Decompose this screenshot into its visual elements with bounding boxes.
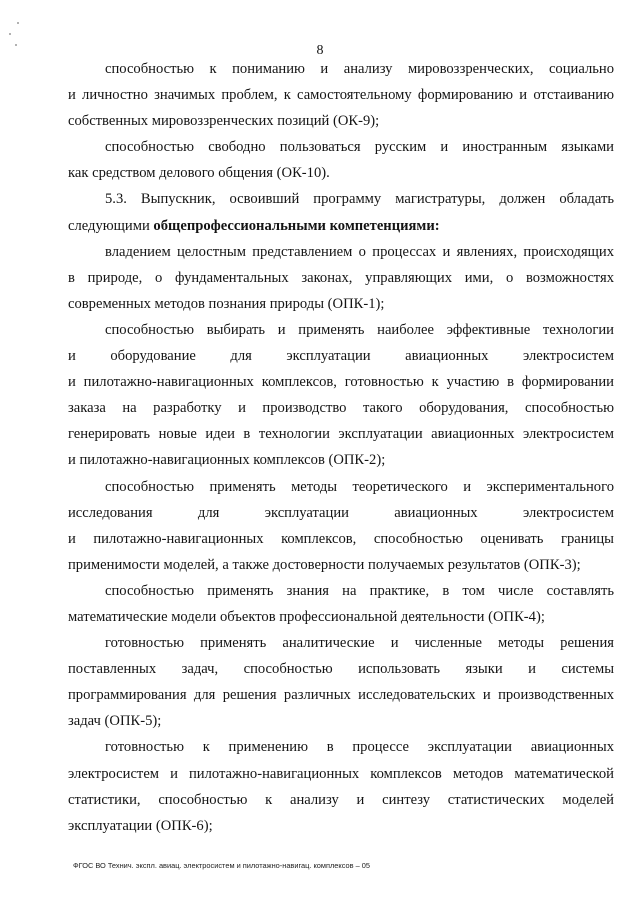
document-body xyxy=(68,56,614,839)
text-line: в природе, о фундаментальных законах, управляющих ими, о возможностях xyxy=(68,269,614,286)
text-line: готовностью применять аналитические и численные методы решения xyxy=(105,635,614,652)
text-line: и пилотажно-навигационных комплексов (ОПК-2); xyxy=(68,452,386,469)
bold-term: общепрофессиональными компетенциями: xyxy=(153,217,440,234)
scan-speck xyxy=(9,33,11,35)
text-line: способностью выбирать и применять наиболее эффективные технологии xyxy=(105,321,614,338)
page-number: 8 xyxy=(316,43,324,58)
text-line: следующими общепрофессиональными компетенциями: xyxy=(68,217,440,234)
text-line: математические модели объектов профессиональной деятельности (ОПК-4); xyxy=(68,608,545,625)
text-line: способностью применять знания на практике, в том числе составлять xyxy=(105,582,614,599)
text-line: как средством делового общения (ОК-10). xyxy=(68,165,330,182)
text-line: программирования для решения различных исследовательских и производственных xyxy=(68,687,614,704)
scan-speck xyxy=(17,22,19,24)
text-line: и оборудование для эксплуатации авиационных электросистем xyxy=(68,348,614,365)
text-line: владением целостным представлением о процессах и явлениях, происходящих xyxy=(105,243,614,260)
text-line: заказа на разработку и производство такого оборудования, способностью xyxy=(68,400,614,417)
text-line: способностью к пониманию и анализу мировоззренческих, социально xyxy=(105,61,614,77)
text-line: исследования для эксплуатации авиационных электросистем xyxy=(68,504,614,521)
text-line: и пилотажно-навигационных комплексов, способностью оценивать границы xyxy=(68,530,614,547)
text-line: 5.3. Выпускник, освоивший программу магистратуры, должен обладать xyxy=(105,191,614,208)
text-line: поставленных задач, способностью использовать языки и системы xyxy=(68,661,614,678)
text-line: эксплуатации (ОПК-6); xyxy=(68,817,213,834)
text-line: применимости моделей, а также достоверности получаемых результатов (ОПК-3); xyxy=(68,556,581,573)
text-line: задач (ОПК-5); xyxy=(68,713,162,730)
text-line: собственных мировоззренческих позиций (ОК-9); xyxy=(68,113,380,130)
text-line: и личностно значимых проблем, к самостоятельному формированию и отстаиванию xyxy=(68,87,614,104)
text-line: генерировать новые идеи в технологии эксплуатации авиационных электросистем xyxy=(68,426,614,443)
text-line: современных методов познания природы (ОПК-1); xyxy=(68,295,385,312)
text-line: статистики, способностью к анализу и синтезу статистических моделей xyxy=(68,791,614,808)
text-line: способностью применять методы теоретического и экспериментального xyxy=(105,478,614,495)
page-footer: ФГОС ВО Технич. экспл. авиац. электросистем и пилотажно-навигац. комплексов – 05 xyxy=(73,861,370,870)
text-line: электросистем и пилотажно-навигационных комплексов методов математической xyxy=(68,765,614,782)
text-line: способностью свободно пользоваться русским и иностранным языками xyxy=(105,139,614,156)
text-line: и пилотажно-навигационных комплексов, готовностью к участию в формировании xyxy=(68,374,614,391)
text-line: готовностью к применению в процессе эксплуатации авиационных xyxy=(105,739,614,756)
